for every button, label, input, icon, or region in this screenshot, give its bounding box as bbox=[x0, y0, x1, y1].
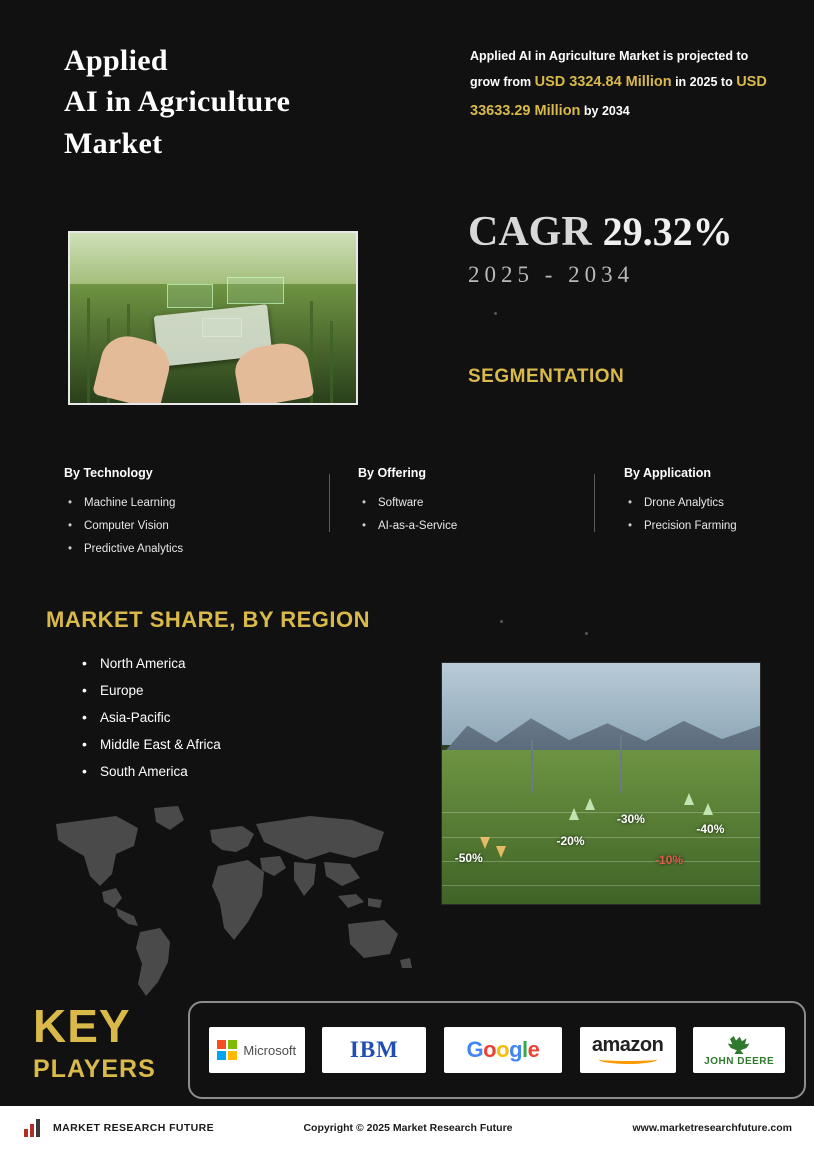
image2-arrow-down-icon bbox=[496, 846, 506, 858]
region-item: • Middle East & Africa bbox=[78, 731, 398, 758]
footer-brand bbox=[24, 1119, 294, 1137]
cagr-value: 29.32% bbox=[602, 209, 733, 254]
segmentation-item: • Software bbox=[358, 492, 568, 515]
logo-label: JOHN DEERE bbox=[704, 1055, 775, 1067]
cagr-period: 2025 - 2034 bbox=[468, 262, 635, 287]
segmentation-column-application bbox=[624, 466, 814, 538]
logo-microsoft bbox=[209, 1027, 305, 1073]
logo-label: Google bbox=[466, 1037, 540, 1062]
market-share-heading: MARKET SHARE, BY REGION bbox=[46, 607, 371, 632]
footer-website[interactable]: www.marketresearchfuture.com bbox=[632, 1122, 792, 1134]
image2-arrow-up-icon bbox=[684, 793, 694, 805]
hero-hud-panel bbox=[167, 284, 213, 308]
page-title-line-2: AI in Agriculture bbox=[64, 85, 291, 119]
hero-sky bbox=[70, 233, 356, 291]
image2-pct-label: -10% bbox=[655, 853, 684, 868]
projection-text-3: by 2034 bbox=[580, 103, 630, 118]
segmentation-column-offering bbox=[358, 466, 568, 538]
logo-label: Microsoft bbox=[243, 1042, 297, 1058]
segmentation-item: • AI-as-a-Service bbox=[358, 515, 568, 538]
segmentation-divider bbox=[329, 474, 330, 532]
segmentation-column-technology bbox=[64, 466, 274, 561]
logo-amazon bbox=[580, 1027, 676, 1073]
segmentation-item: • Machine Learning bbox=[64, 492, 274, 515]
projection-statement bbox=[470, 44, 770, 125]
image2-arrow-up-icon bbox=[585, 798, 595, 810]
region-item: • Europe bbox=[78, 677, 398, 704]
amazon-smile-icon bbox=[599, 1055, 657, 1064]
region-item: • South America bbox=[78, 758, 398, 785]
microsoft-squares-icon bbox=[217, 1040, 237, 1060]
image2-pylon bbox=[620, 735, 622, 793]
mrf-logo-icon bbox=[24, 1119, 46, 1137]
key-players-line-2: PLAYERS bbox=[33, 1055, 156, 1083]
image2-pct-label: -20% bbox=[556, 834, 585, 849]
cagr-block bbox=[468, 205, 798, 256]
image2-grid-line bbox=[442, 885, 760, 886]
cagr-label: CAGR bbox=[468, 209, 592, 255]
segmentation-column-title: By Technology bbox=[64, 466, 153, 480]
segmentation-columns bbox=[64, 466, 764, 566]
segmentation-item: • Computer Vision bbox=[64, 515, 274, 538]
image2-pct-label: -50% bbox=[454, 850, 483, 865]
logo-label: amazon bbox=[591, 1033, 664, 1056]
page-title bbox=[64, 40, 424, 164]
hero-grass bbox=[330, 321, 333, 403]
projection-value-end: USD 33633.29 Million bbox=[470, 74, 767, 119]
projection-text-2: in 2025 to bbox=[671, 75, 737, 90]
projection-text-1: Applied AI in Agriculture Market is projected to grow from bbox=[470, 49, 749, 90]
market-share-region-list bbox=[78, 650, 398, 785]
key-players-heading bbox=[33, 1000, 156, 1084]
logo-google bbox=[444, 1027, 562, 1073]
segmentation-column-title: By Application bbox=[624, 466, 712, 480]
region-item: • Asia-Pacific bbox=[78, 704, 398, 731]
image2-arrow-up-icon bbox=[703, 803, 713, 815]
decor-dot bbox=[494, 312, 497, 315]
logo-john-deere bbox=[693, 1027, 785, 1073]
page-title-line-3: Market bbox=[64, 126, 163, 160]
decor-dot bbox=[585, 632, 588, 635]
hero-image-farm-tablet bbox=[68, 231, 358, 405]
footer-copyright: Copyright © 2025 Market Research Future bbox=[303, 1122, 513, 1134]
image2-arrow-up-icon bbox=[569, 808, 579, 820]
segmentation-item: • Predictive Analytics bbox=[64, 538, 274, 561]
secondary-image-field-analytics bbox=[441, 662, 761, 905]
image2-arrow-down-icon bbox=[480, 837, 490, 849]
deer-icon bbox=[724, 1034, 754, 1056]
hero-grass bbox=[87, 298, 90, 403]
image2-pylon bbox=[531, 740, 533, 793]
region-item: • North America bbox=[78, 650, 398, 677]
key-players-logo-box bbox=[188, 1001, 806, 1099]
decor-dot bbox=[500, 620, 503, 623]
logo-label: IBM bbox=[349, 1037, 399, 1062]
image2-pct-label: -40% bbox=[696, 822, 725, 837]
segmentation-column-title: By Offering bbox=[358, 466, 427, 480]
page-title-line-1: Applied bbox=[64, 44, 168, 77]
image2-pct-label: -30% bbox=[616, 812, 645, 827]
segmentation-heading: SEGMENTATION bbox=[468, 366, 625, 387]
image2-grid-line bbox=[442, 861, 760, 862]
segmentation-item: • Precision Farming bbox=[624, 515, 814, 538]
segmentation-divider bbox=[594, 474, 595, 532]
footer bbox=[0, 1106, 814, 1150]
logo-ibm bbox=[322, 1027, 426, 1073]
footer-brand-label: MARKET RESEARCH FUTURE bbox=[53, 1122, 215, 1134]
hero-hud-panel bbox=[227, 277, 284, 304]
segmentation-item: • Drone Analytics bbox=[624, 492, 814, 515]
world-map bbox=[42, 800, 422, 1000]
projection-value-start: USD 3324.84 Million bbox=[534, 74, 672, 91]
key-players-line-1: KEY bbox=[33, 1000, 131, 1052]
